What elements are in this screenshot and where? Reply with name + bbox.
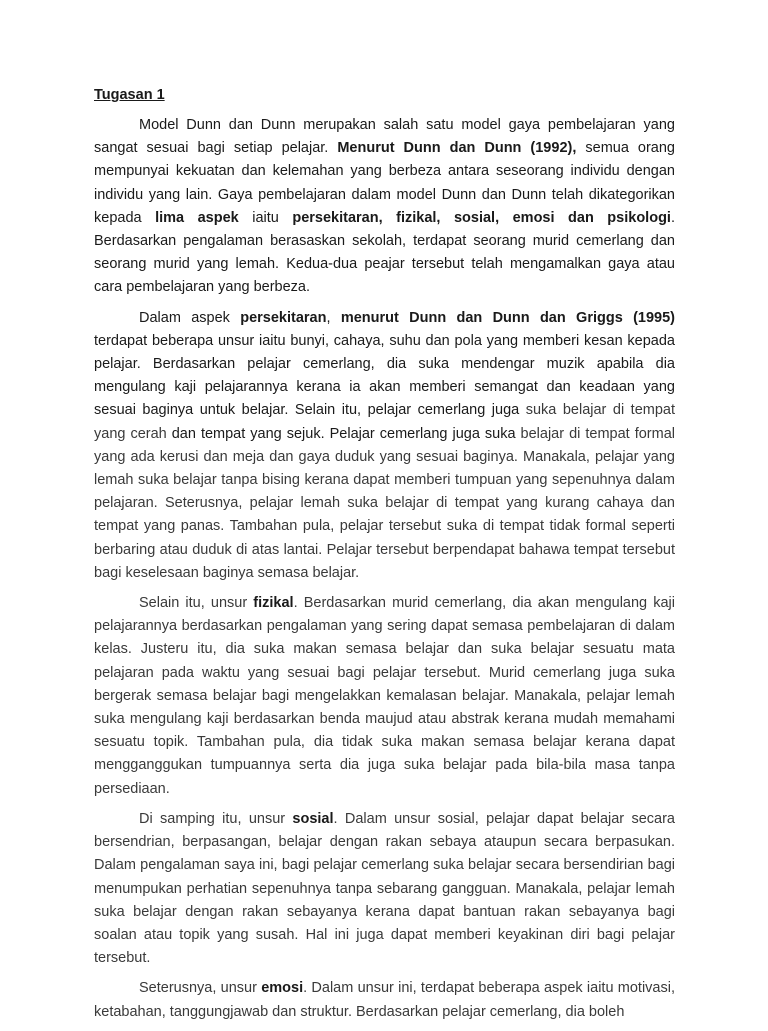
text-run: terdapat beberapa unsur iaitu bunyi, cahaya, suhu dan pola yang memberi kesan kepada pelajar. Berdasarkan pelajar cemerlang, dia suka mendengar muzik apabila dia mengulang kaji pelajarannya kerana ia akan memberi semangat dan keadaan yang sesuai baginya untuk belajar. Selain itu, pelajar cemerlang juga <box>94 332 675 419</box>
text-run: Seterusnya, unsur <box>139 980 262 997</box>
text-run: suka belajar di tempat yang cerah <box>94 402 676 442</box>
bold-text-run: menurut Dunn dan Dunn dan Griggs (1995) <box>340 309 675 326</box>
body-paragraph <box>94 977 675 1023</box>
text-run: . Berdasarkan pengalaman berasaskan sekolah, terdapat seorang murid cemerlang dan seorang murid yang lemah. Kedua-dua peajar tersebut telah mengamalkan gaya atau cara pembelajaran yang berbeza. <box>94 209 675 296</box>
text-run: . Dalam unsur ini, terdapat beberapa aspek iaitu motivasi, ketabahan, tanggungjawab dan struktur. Berdasarkan pelajar cemerlang, dia boleh <box>94 980 675 1020</box>
bold-text-run: lima aspek <box>155 209 239 226</box>
bold-text-run: fizikal <box>253 595 294 612</box>
text-run: belajar di tempat formal yang ada kerusi dan meja dan gaya duduk yang sesuai baginya. Manakala, pelajar yang lemah suka belajar tanpa bising kerana dapat memberi tumpuan yang sepenuhnya dalam pelajaran. Seterusnya, pelajar lemah suka belajar di tempat yang kurang cahaya dan tempat yang panas. Tambahan pula, pelajar tersebut suka di tempat tidak formal seperti berbaring atau duduk di atas lantai. Pelajar tersebut berpendapat bahawa tempat tersebut bagi keselesaan baginya semasa belajar. <box>94 425 676 581</box>
bold-text-run: persekitaran, fizikal, sosial, emosi dan psikologi <box>292 209 671 226</box>
bold-text-run: persekitaran <box>240 309 327 326</box>
body-paragraph <box>94 592 675 801</box>
text-run: . Dalam unsur sosial, pelajar dapat belajar secara bersendrian, berpasangan, belajar dengan rakan sebaya ataupun secara berpasukan. Dalam pengalaman saya ini, bagi pelajar cemerlang suka belajar secara bersendirian bagi menumpukan perhatian sepenuhnya tanpa sebarang gangguan. Manakala, pelajar lemah suka belajar dengan rakan sebayanya kerana dapat bantuan rakan sebayanya bagi soalan atau topik yang susah. Hal ini juga dapat memberi keyakinan diri bagi pelajar tersebut. <box>94 810 675 967</box>
text-run: semua orang mempunyai kekuatan dan kelemahan yang berbeza antara seseorang individu dengan individu yang lain. Gaya pembelajaran dalam model Dunn dan Dunn telah dikategorikan kepada <box>94 140 675 226</box>
bold-text-run: sosial <box>292 810 334 827</box>
text-run: Dalam aspek <box>139 309 241 326</box>
text-run: . Berdasarkan murid cemerlang, dia akan mengulang kaji pelajarannya berdasarkan pengalaman yang sering dapat semasa pembelajaran di dalam kelas. Justeru itu, dia suka makan semasa belajar dan suka belajar sesuatu mata pelajaran pada waktu yang sesuai bagi pelajar tersebut. Murid cemerlang juga suka bergerak semasa belajar bagi mengelakkan kemalasan belajar. Manakala, pelajar lemah suka mengulang kaji berdasarkan benda maujud atau abstrak kerana mudah memahami sesuatu topik. Tambahan pula, dia tidak suka makan semasa belajar kerana dapat mengganggukan tumpuannya serta dia juga suka belajar pada bila-bila masa tanpa persediaan. <box>94 595 675 797</box>
document-body <box>94 114 675 1024</box>
text-run: Model Dunn dan Dunn merupakan salah satu model gaya pembelajaran yang sangat sesuai bagi setiap pelajar. <box>94 117 675 157</box>
document-page <box>94 84 675 1031</box>
bold-text-run: emosi <box>261 980 304 997</box>
text-run: iaitu <box>238 209 293 226</box>
bold-text-run: Menurut Dunn dan Dunn (1992), <box>337 140 577 157</box>
body-paragraph <box>94 307 675 585</box>
body-paragraph <box>94 114 675 300</box>
body-paragraph <box>94 808 675 970</box>
document-heading: Tugasan 1 <box>94 87 165 103</box>
text-run: Di samping itu, unsur <box>139 810 293 827</box>
text-run: Selain itu, unsur <box>139 595 254 612</box>
text-run: dan tempat yang sejuk. Pelajar cemerlang juga suka <box>166 425 521 442</box>
text-run: , <box>326 309 341 326</box>
